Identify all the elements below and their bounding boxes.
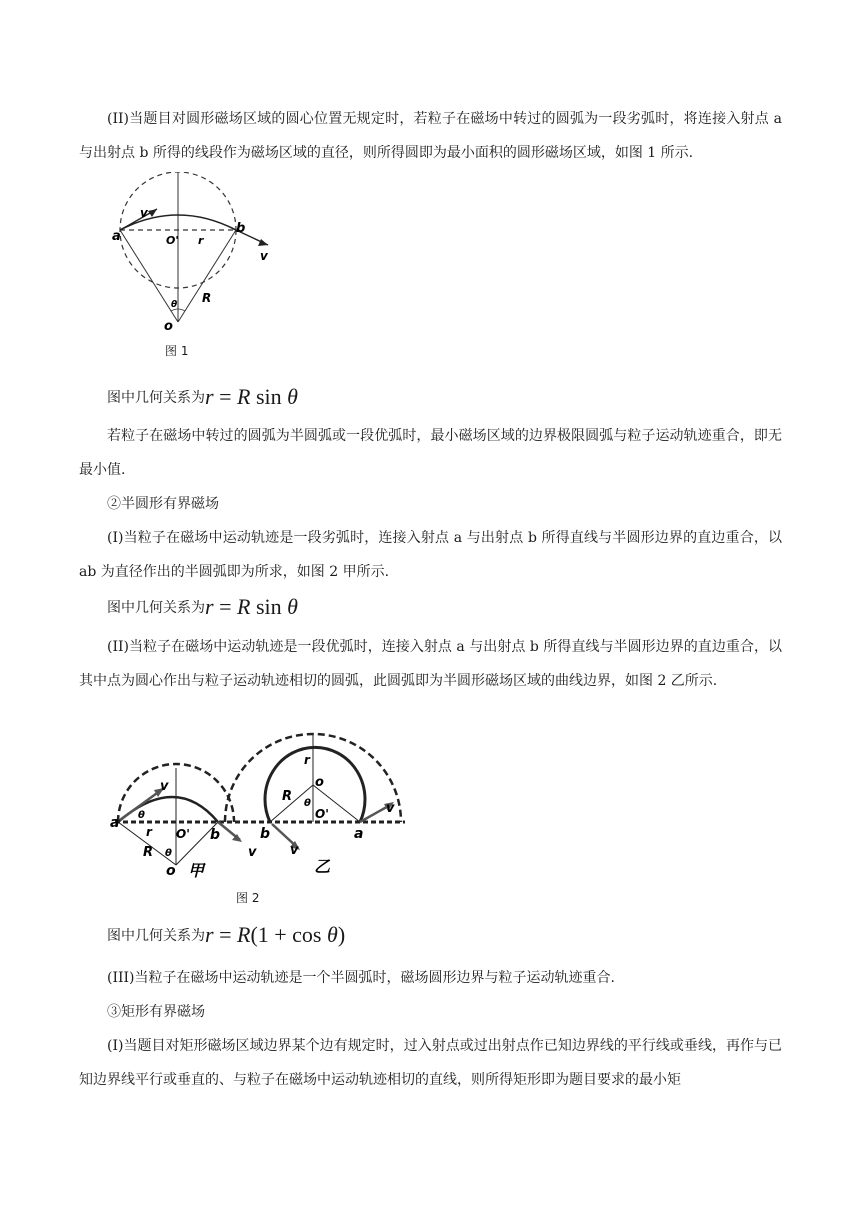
figure-2-caption: 图 2 <box>236 891 260 905</box>
relation-2-formula: r = R sin θ <box>205 594 298 619</box>
right-v-bottom-label: v <box>290 843 299 858</box>
relation-1-formula: r = R sin θ <box>205 384 298 409</box>
right-small-r-label: r <box>304 753 310 767</box>
relation-1 <box>107 382 298 413</box>
left-small-r-label: r <box>146 825 152 839</box>
right-theta-label: θ <box>304 798 311 809</box>
point-b-label: b <box>236 221 246 236</box>
relation-2 <box>107 592 298 623</box>
figure-yi-label: 乙 <box>314 857 331 876</box>
point-a-label: a <box>112 229 121 244</box>
left-point-o-label: o <box>166 863 176 879</box>
figure-1-diagram <box>110 172 280 332</box>
paragraph-semicircle-minor-arc: (I)当粒子在磁场中运动轨迹是一段劣弧时，连接入射点 a 与出射点 b 所得直线与半圆形边界的直边重合，以 ab 为直径作出的半圆弧即为所求，如图 2 甲所示. <box>79 530 782 580</box>
paragraph-rectangle-min: (I)当题目对矩形磁场区域边界某个边有规定时，过入射点或过出射点作已知边界线的平行线或垂线，再作与已知边界线平行或垂直的、与粒子在磁场中运动轨迹相切的直线，则所得矩形即为题目要求的最小矩 <box>79 1038 782 1088</box>
velocity-a-label: v <box>140 206 148 220</box>
left-theta-top-label: θ <box>138 810 145 821</box>
velocity-b-label: v <box>260 249 268 263</box>
big-R-label: R <box>202 291 212 305</box>
theta-label: θ <box>171 300 178 310</box>
right-point-o-label: o <box>315 775 324 790</box>
right-point-b-label: b <box>260 826 271 842</box>
figure-jia-label: 甲 <box>188 861 205 880</box>
relation-1-prefix: 图中几何关系为 <box>107 390 205 406</box>
left-point-a-label: a <box>110 815 120 831</box>
radius-ob <box>178 230 236 322</box>
paragraph-circular-min-area: (II)当题目对圆形磁场区域的圆心位置无规定时，若粒子在磁场中转过的圆弧为一段劣弧时，将连接入射点 a 与出射点 b 所得的线段作为磁场区域的直径，则所得圆即为最小面积的圆形磁场区域，如图 1 所示. <box>79 111 782 161</box>
right-point-a-label: a <box>354 826 364 842</box>
relation-3-formula: r = R(1 + cos θ) <box>205 922 346 947</box>
left-point-b-label: b <box>210 827 221 843</box>
relation-3-prefix: 图中几何关系为 <box>107 928 205 944</box>
relation-3 <box>107 920 345 951</box>
right-v-right-label: v <box>386 801 395 816</box>
paragraph-semicircle-half-arc: (III)当粒子在磁场中运动轨迹是一个半圆弧时，磁场圆形边界与粒子运动轨迹重合. <box>107 970 615 986</box>
left-big-R-label: R <box>143 845 154 860</box>
left-v-bottom-label: v <box>248 845 257 860</box>
relation-2-prefix: 图中几何关系为 <box>107 600 205 616</box>
left-theta-label: θ <box>165 848 172 859</box>
paragraph-semicircle-no-min: 若粒子在磁场中转过的圆弧为半圆弧或一段优弧时，最小磁场区域的边界极限圆弧与粒子运动轨迹重合，即无最小值. <box>79 428 782 478</box>
section-semicircle-heading: ②半圆形有界磁场 <box>107 496 219 512</box>
small-r-label: r <box>198 234 204 247</box>
section-rectangle-heading: ③矩形有界磁场 <box>107 1004 205 1020</box>
left-v-top-label: v <box>160 779 169 794</box>
center-o-prime-label: O' <box>166 234 179 247</box>
right-o-prime-label: O' <box>315 807 329 821</box>
left-o-prime-label: O' <box>176 827 190 841</box>
right-big-R-label: R <box>282 789 293 804</box>
point-o-label: o <box>164 319 173 332</box>
paragraph-semicircle-major-arc: (II)当粒子在磁场中运动轨迹是一段优弧时，连接入射点 a 与出射点 b 所得直线与半圆形边界的直边重合，以其中点为圆心作出与粒子运动轨迹相切的圆弧，此圆弧即为半圆形磁场区域的曲线边界，如图 2 乙所示. <box>79 639 782 689</box>
figure-1-caption: 图 1 <box>165 344 189 358</box>
figure-2-diagram <box>110 730 410 880</box>
